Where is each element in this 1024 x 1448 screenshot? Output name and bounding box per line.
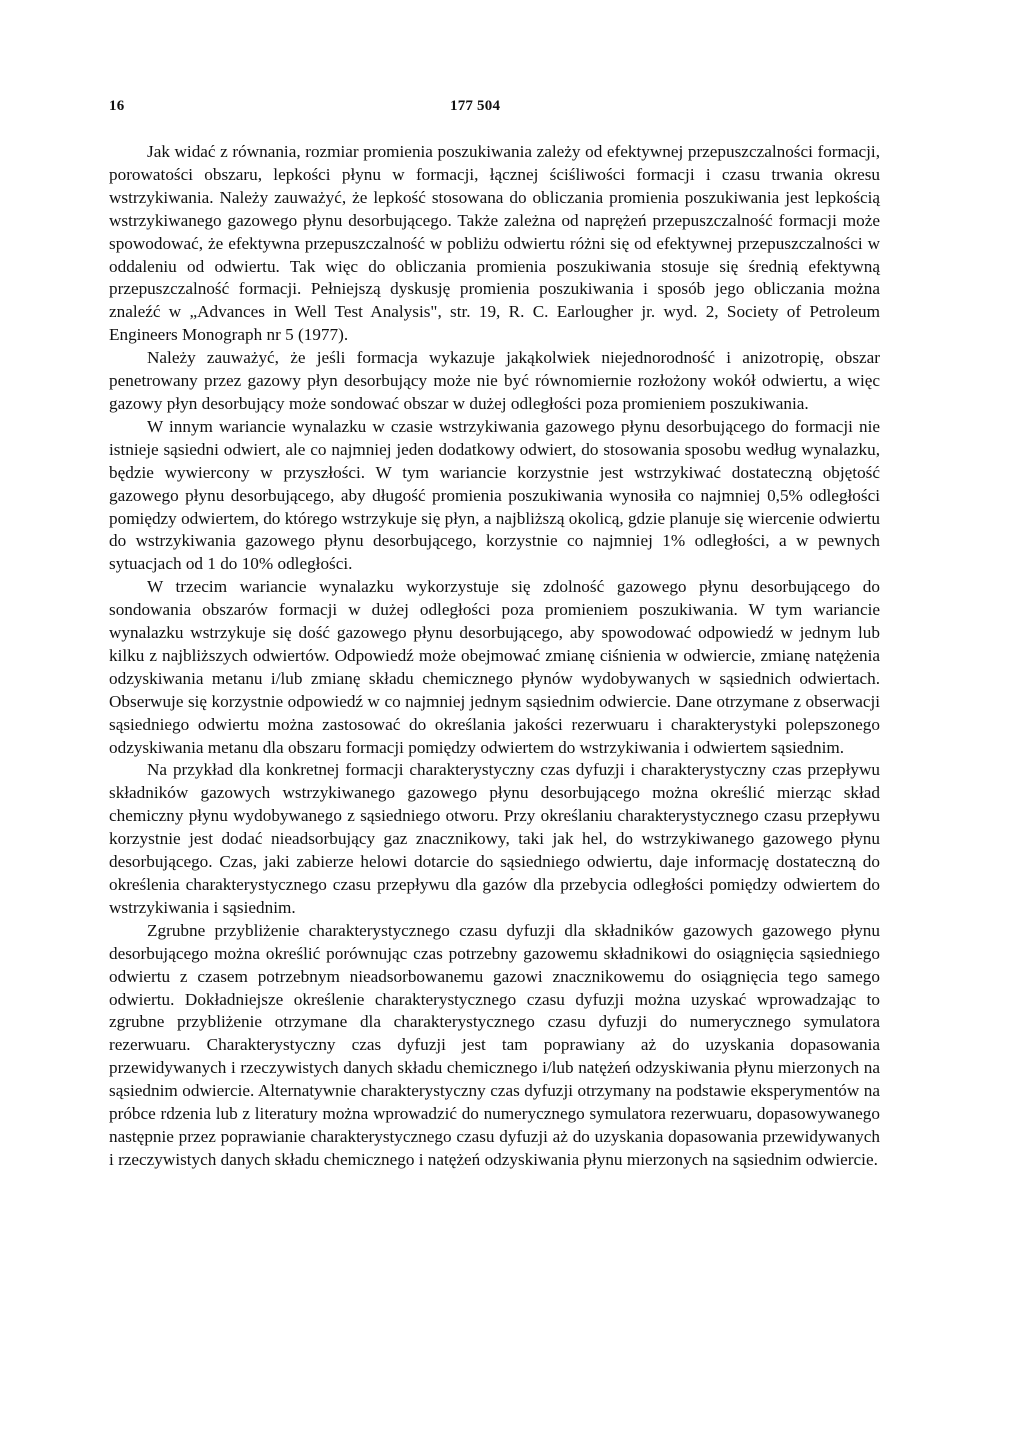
paragraph-1: Jak widać z równania, rozmiar promienia poszukiwania zależy od efektywnej przepuszczalności formacji, porowatości obszaru, lepkości płynu w formacji, łącznej ściśliwości formacji i czasu trwania okresu wstrzykiwania. Należy zauważyć, że lepkość stosowana do obliczania promienia poszukiwania jest lepkością wstrzykiwanego gazowego płynu desorbującego. Także zależna od naprężeń przepuszczalność formacji może spowodować, że efektywna przepuszczalność w pobliżu odwiertu różni się od efektywnej przepuszczalności w oddaleniu od odwiertu. Tak więc do obliczania promienia poszukiwania stosuje się średnią efektywną przepuszczalność formacji. Pełniejszą dyskusję promienia poszukiwania i sposób jego obliczania można znaleźć w „Advances in Well Test Analysis", str. 19, R. C. Earlougher jr. wyd. 2, Society of Petroleum Engineers Monograph nr 5 (1977). — [109, 142, 880, 345]
paragraph-3: W innym wariancie wynalazku w czasie wstrzykiwania gazowego płynu desorbującego do formacji nie istnieje sąsiedni odwiert, ale co najmniej jeden dodatkowy odwiert, do stosowania sposobu według wynalazku, będzie wywiercony w przyszłości. W tym wariancie korzystnie jest wstrzykiwać dostateczną objętość gazowego płynu desorbującego, aby długość promienia poszukiwania wynosiła co najmniej 0,5% odległości pomiędzy odwiertem, do którego wstrzykuje się płyn, a najbliższą okolicą, gdzie planuje się wiercenie odwiertu do wstrzykiwania gazowego płynu desorbującego, korzystnie co najmniej 1% odległości, a w pewnych sytuacjach od 1 do 10% odległości. — [109, 416, 880, 574]
patent-number: 177 504 — [450, 98, 501, 114]
paragraph-4: W trzecim wariancie wynalazku wykorzystuje się zdolność gazowego płynu desorbującego do sondowania obszarów formacji w dużej odległości poza promieniem poszukiwania. W tym wariancie wynalazku wstrzykuje się dość gazowego płynu desorbującego, aby spowodować odpowiedź w jednym lub kilku z najbliższych odwiertów. Odpowiedź może obejmować zmianę ciśnienia w odwiercie, zmianę natężenia odzyskiwania metanu i/lub zmianę składu chemicznego płynów wydobywanych w sąsiednich odwiertach. Obserwuje się korzystnie odpowiedź w co najmniej jednym sąsiednim odwiercie. Dane otrzymane z obserwacji sąsiedniego odwiertu można zastosować do określania jakości rezerwuaru i charakterystyki polepszonego odzyskiwania metanu dla obszaru formacji pomiędzy odwiertem do wstrzykiwania i odwiertem sąsiednim. — [109, 577, 880, 757]
paragraph-5: Na przykład dla konkretnej formacji charakterystyczny czas dyfuzji i charakterystyczny czas przepływu składników gazowych wstrzykiwanego gazowego płynu desorbującego można określić mierząc skład chemiczny płynu wydobywanego z sąsiedniego otworu. Przy określaniu charakterystycznego czasu przepływu korzystnie jest dodać nieadsorbujący gaz znacznikowy, taki jak hel, do wstrzykiwanego gazowego płynu desorbującego. Czas, jaki zabierze helowi dotarcie do sąsiedniego odwiertu, daje informację dostateczną do określenia charakterystycznego czasu przepływu dla gazów dla przebycia odległości pomiędzy odwiertem do wstrzykiwania i sąsiednim. — [109, 760, 880, 917]
body-text — [109, 141, 880, 1172]
paragraph-2: Należy zauważyć, że jeśli formacja wykazuje jakąkolwiek niejednorodność i anizotropię, obszar penetrowany przez gazowy płyn desorbujący może nie być równomiernie rozłożony wokół odwiertu, a więc gazowy płyn desorbujący może sondować obszar w dużej odległości poza promieniem poszukiwania. — [109, 348, 880, 413]
paragraph-6: Zgrubne przybliżenie charakterystycznego czasu dyfuzji dla składników gazowych gazowego płynu desorbującego można określić porównując czas potrzebny gazowemu składnikowi do osiągnięcia sąsiedniego odwiertu z czasem potrzebnym nieadsorbowanemu gazowi znacznikowemu do osiągnięcia tego samego odwiertu. Dokładniejsze określenie charakterystycznego czasu dyfuzji można uzyskać wprowadzając to zgrubne przybliżenie otrzymane dla charakterystycznego czasu dyfuzji do numerycznego symulatora rezerwuaru. Charakterystyczny czas dyfuzji jest tam poprawiany aż do uzyskania dopasowania przewidywanych i rzeczywistych danych składu chemicznego i/lub natężeń odzyskiwania płynu mierzonych na sąsiednim odwiercie. Alternatywnie charakterystyczny czas dyfuzji otrzymany na podstawie eksperymentów na próbce rdzenia lub z literatury można wprowadzić do numerycznego symulatora rezerwuaru, dopasowywanego następnie przez poprawianie charakterystycznego czasu dyfuzji aż do uzyskania dopasowania przewidywanych i rzeczywistych danych składu chemicznego i natężeń odzyskiwania płynu mierzonych na sąsiednim odwiercie. — [109, 920, 880, 1169]
page-header — [109, 98, 879, 120]
page-number: 16 — [109, 98, 125, 114]
